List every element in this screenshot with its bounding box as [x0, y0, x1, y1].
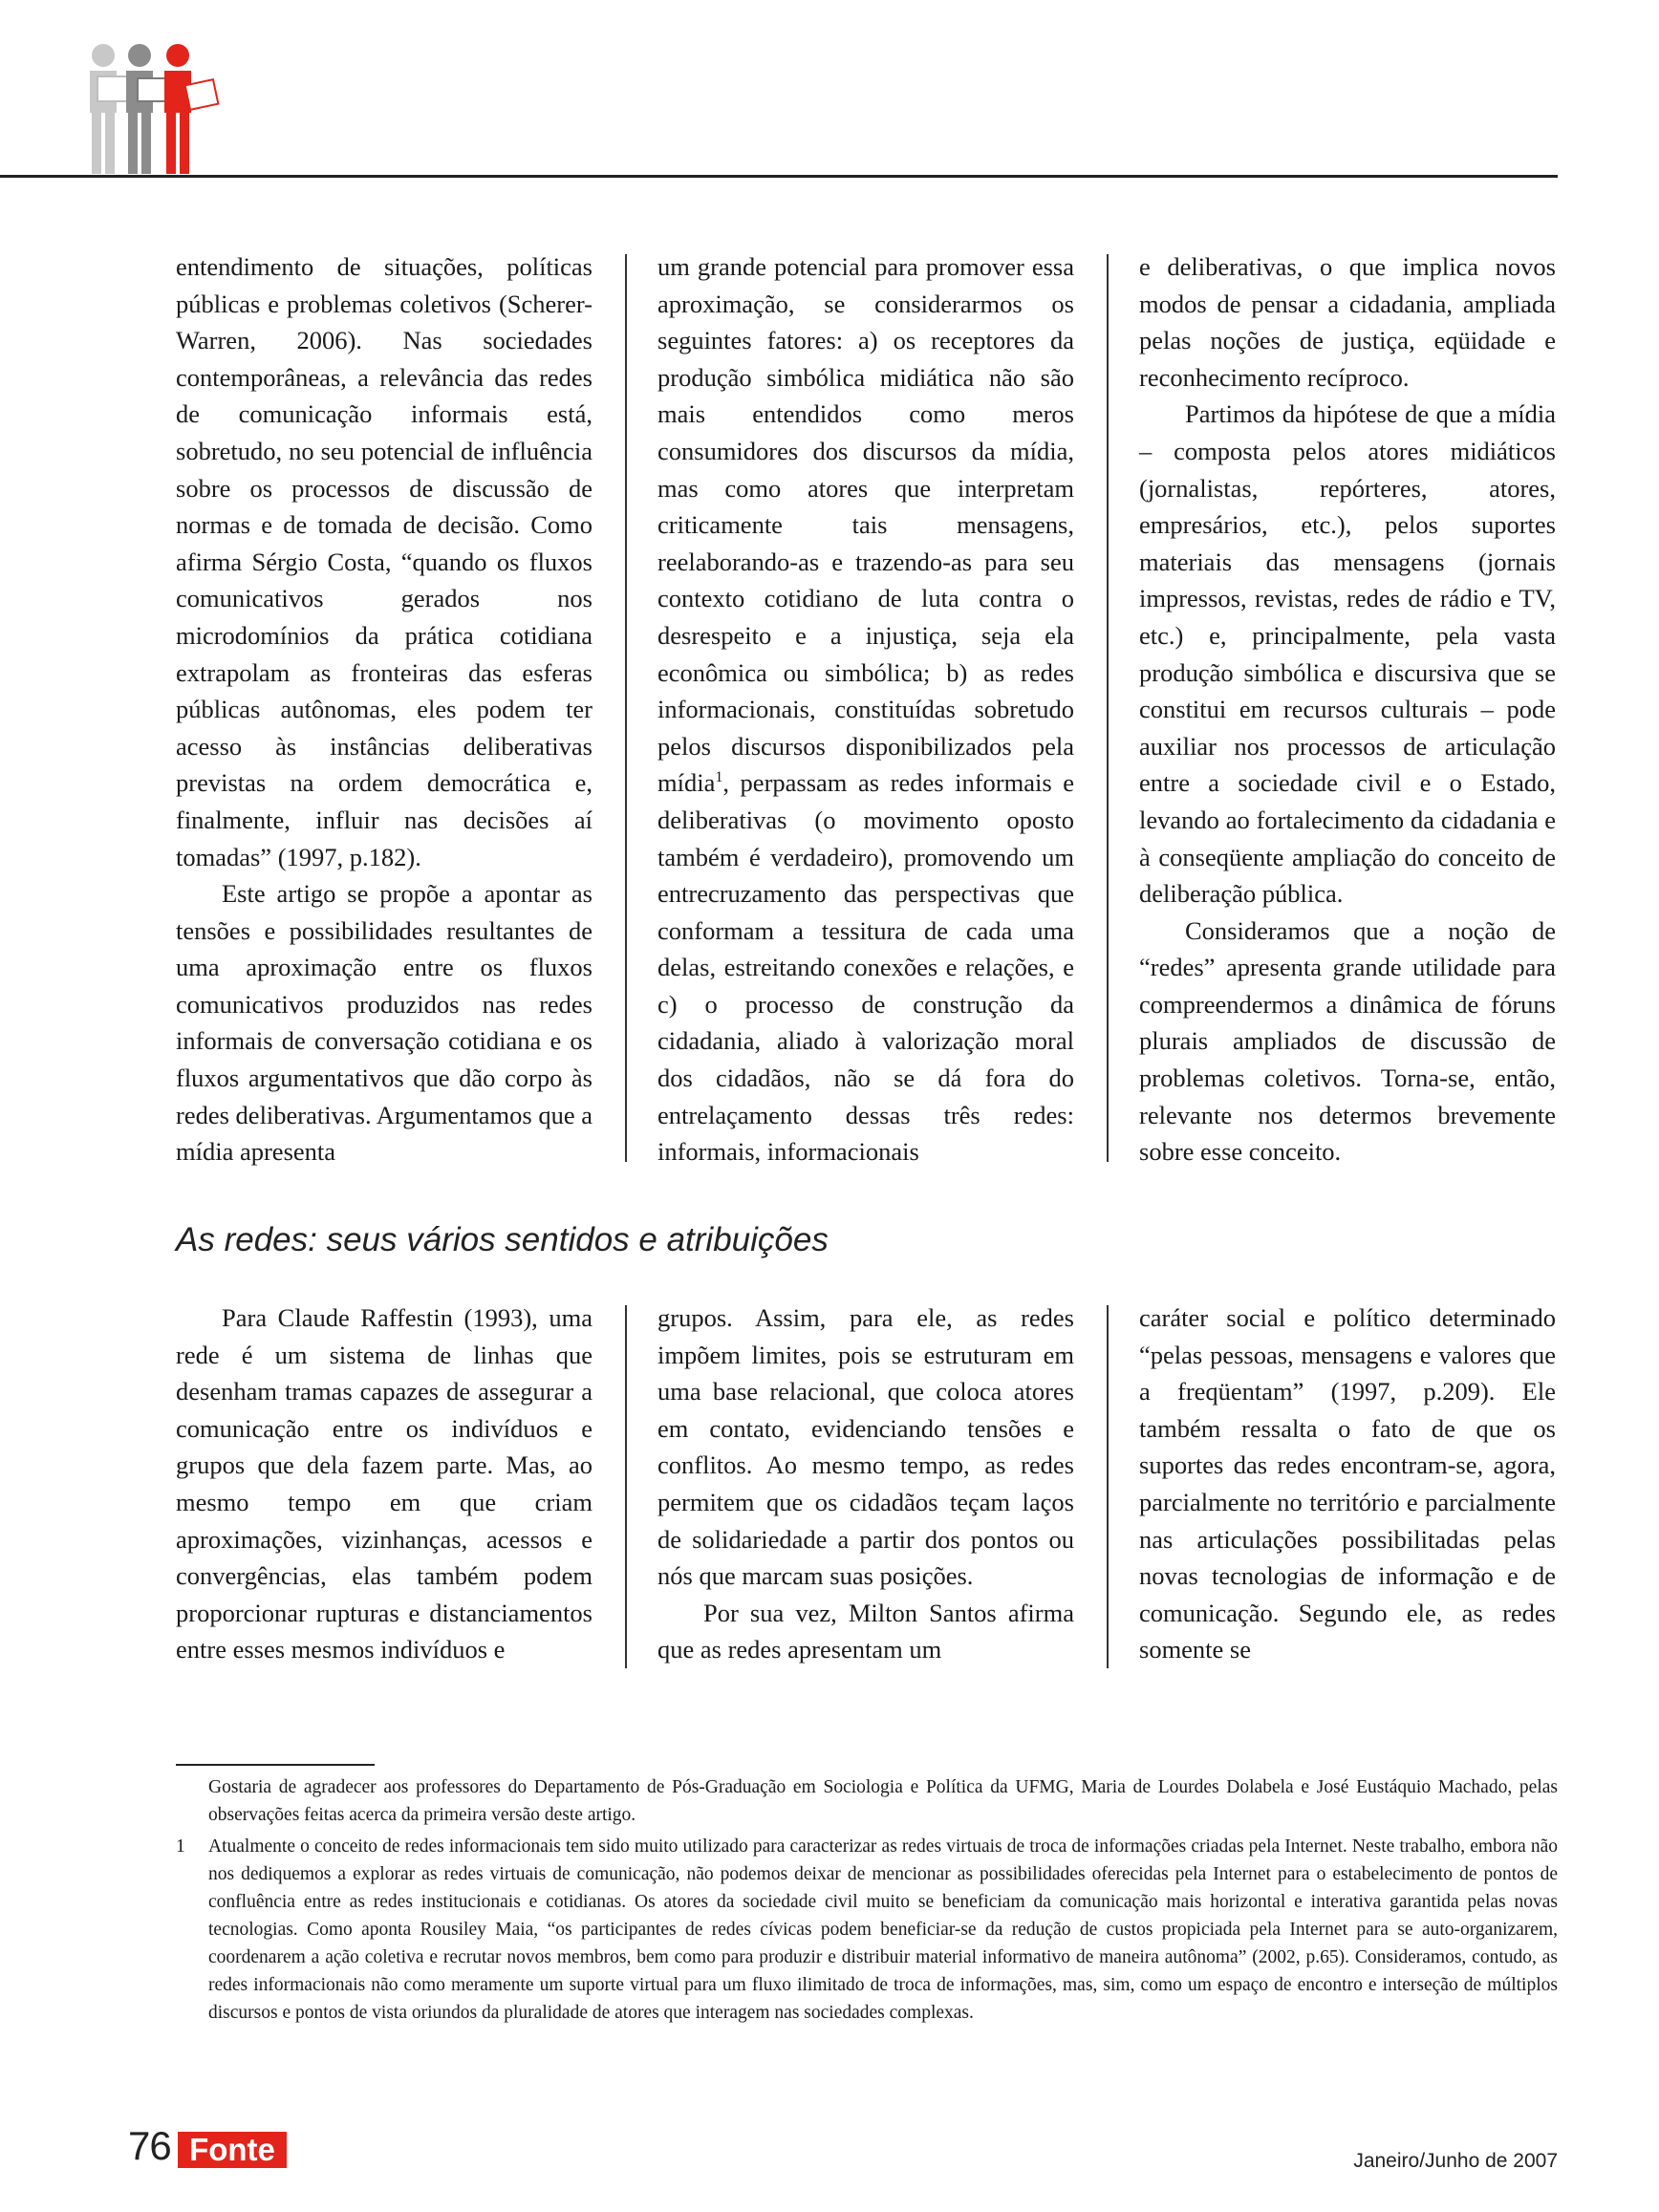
column-1 [176, 248, 592, 1170]
page-number: 76 [128, 2123, 171, 2168]
paragraph: Consideramos que a noção de “redes” apresenta grande utilidade para compreendermos a dinâmica de fóruns plurais ampliados de discussão de problemas coletivos. Torna-se, então, relevante nos determos brevemente sobre esse conceito. [1139, 915, 1556, 1167]
paragraph: e deliberativas, o que implica novos modos de pensar a cidadania, ampliada pelas noções de justiça, eqüidade e reconhecimento recíproco. [1139, 252, 1556, 392]
column-divider [625, 1305, 627, 1668]
paragraph-text: um grande potencial para promover essa aproximação, se considerarmos os seguintes fatores: a) os receptores da produção simbólica midiática não são mais entendidos como meros consumidores dos discursos da mídia, mas como atores que interpretam criticamente tais mensagens, reelaborando-as e trazendo-as para seu contexto cotidiano de luta contra o desrespeito e a injustiça, seja ela econômica ou simbólica; b) as redes informacionais, constituídas sobretudo pelos discursos disponibilizados pela mídia [657, 252, 1074, 798]
column-3 [1139, 248, 1556, 1170]
paragraph [657, 248, 1074, 1170]
footnote [176, 1773, 1558, 1829]
paragraph-text: , perpassam as redes informais e deliberativas (o movimento oposto também é verdadeiro), promovendo um entrecruzamento das perspectivas que conformam a tessitura de cada uma delas, estreitando conexões e relações, e c) o processo de construção da cidadania, aliado à valorização moral dos cidadãos, não se dá fora do entrelaçamento dessas três redes: informais, informacionais [657, 768, 1074, 1167]
issue-date: Janeiro/Junho de 2007 [1353, 2150, 1558, 2172]
header-rule [0, 175, 1558, 178]
column-2 [657, 248, 1074, 1170]
footnote [176, 1833, 1558, 2027]
column-divider [1107, 254, 1109, 1162]
column-divider [625, 254, 627, 1162]
footnote-rule [176, 1764, 375, 1766]
paragraph: entendimento de situações, políticas públicas e problemas coletivos (Scherer-Warren, 2006). Nas sociedades contemporâneas, a relevância das redes de comunicação informais está, sobretudo, no seu potencial de influência sobre os processos de discussão de normas e de tomada de decisão. Como afirma Sérgio Costa, “quando os fluxos comunicativos gerados nos microdomínios da prática cotidiana extrapolam as fronteiras das esferas públicas autônomas, eles podem ter acesso às instâncias deliberativas previstas na ordem democrática e, finalmente, influir nas decisões aí tomadas” (1997, p.182). [176, 252, 592, 871]
publication-logo: Fonte [178, 2132, 287, 2168]
footnotes [176, 1773, 1558, 2030]
footnote-reference: 1 [715, 769, 723, 786]
footnote-text: Atualmente o conceito de redes informacionais tem sido muito utilizado para caracterizar as redes virtuais de troca de informações criadas pela Internet. Neste trabalho, embora não nos dediquemos a explorar as redes virtuais de comunicação, não podemos deixar de mencionar as possibilidades oferecidas pela Internet para o estabelecimento de pontos de confluência entre as redes institucionais e cotidianas. Os atores da sociedade civil muito se beneficiam da comunicação mais horizontal e interativa garantida pelas novas tecnologias. Como aponta Rousiley Maia, “os participantes de redes cívicas podem beneficiar-se da redução de custos propiciada pela Internet para se auto-organizarem, coordenarem a ação coletiva e recrutar novos membros, bem como para produzir e distribuir material informativo de maneira autônoma” (2002, p.65). Consideramos, contudo, as redes informacionais não como meramente um suporte virtual para um fluxo ilimitado de troca de informações, mas, sim, como um espaço de encontro e interseção de múltiplos discursos e pontos de vista oriundos da pluralidade de atores que interagem nas sociedades complexas. [208, 1836, 1558, 2023]
paragraph: Este artigo se propõe a apontar as tensões e possibilidades resultantes de uma aproximação entre os fluxos comunicativos produzidos nas redes informais de conversação cotidiana e os fluxos argumentativos que dão corpo às redes deliberativas. Argumentamos que a mídia apresenta [176, 879, 592, 1167]
footnote-text: Gostaria de agradecer aos professores do Departamento de Pós-Graduação em Sociologia e Política da UFMG, Maria de Lourdes Dolabela e José Eustáquio Machado, pelas observações feitas acerca da primeira versão deste artigo. [208, 1777, 1558, 1825]
section-heading: As redes: seus vários sentidos e atribuições [176, 1221, 829, 1258]
paragraph: Por sua vez, Milton Santos afirma que as redes apresentam um [657, 1598, 1074, 1664]
paragraph: grupos. Assim, para ele, as redes impõem limites, pois se estruturam em uma base relacional, que coloca atores em contato, evidenciando tensões e conflitos. Ao mesmo tempo, as redes permitem que os cidadãos teçam laços de solidariedade a partir dos pontos ou nós que marcam suas posições. [657, 1303, 1074, 1591]
paragraph: caráter social e político determinado “pelas pessoas, mensagens e valores que a freqüentam” (1997, p.209). Ele também ressalta o fato de que os suportes das redes encontram-se, agora, parcialmente no território e parcialmente nas articulações possibilitadas pelas novas tecnologias de informação e de comunicação. Segundo ele, as redes somente se [1139, 1303, 1556, 1664]
three-people-figures-icon [78, 40, 222, 176]
paragraph: Partimos da hipótese de que a mídia – composta pelos atores midiáticos (jornalistas, repórteres, atores, empresários, etc.), pelos suportes materiais das mensagens (jornais impressos, revistas, redes de rádio e TV, etc.) e, principalmente, pela vasta produção simbólica e discursiva que se constitui em recursos culturais – pode auxiliar nos processos de articulação entre a sociedade civil e o Estado, levando ao fortalecimento da cidadania e à conseqüente ampliação do conceito de deliberação pública. [1139, 399, 1556, 909]
column-3 [1139, 1299, 1556, 1668]
column-1 [176, 1299, 592, 1668]
paragraph: Para Claude Raffestin (1993), uma rede é um sistema de linhas que desenham tramas capazes de assegurar a comunicação entre os indivíduos e grupos que dela fazem parte. Mas, ao mesmo tempo em que criam aproximações, vizinhanças, acessos e convergências, elas também podem proporcionar rupturas e distanciamentos entre esses mesmos indivíduos e [176, 1303, 592, 1664]
column-2 [657, 1299, 1074, 1668]
column-divider [1107, 1305, 1109, 1668]
footnote-marker: 1 [176, 1836, 185, 1857]
